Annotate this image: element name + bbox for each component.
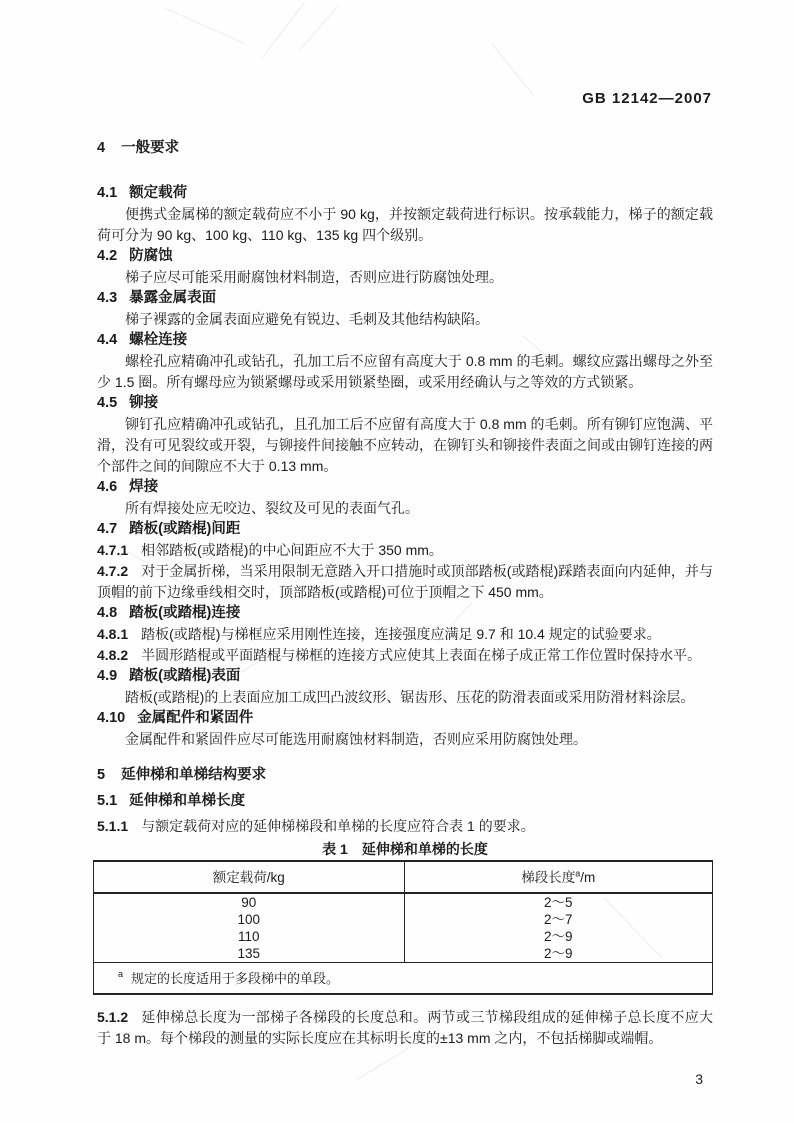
clause-text: 与额定载荷对应的延伸梯梯段和单梯的长度应符合表 1 的要求。 — [141, 818, 535, 834]
clause-4-8-1 — [97, 624, 713, 645]
paragraph-4-9: 踏板(或踏棍)的上表面应加工成凹凸波纹形、锯齿形、压花的防滑表面或采用防滑材料涂层。 — [125, 689, 695, 705]
cell-length: 2～5 — [543, 895, 573, 910]
paragraph-4-6: 所有焊接处应无咬边、裂纹及可见的表面气孔。 — [125, 500, 419, 516]
section-number: 4.3 — [97, 290, 118, 306]
table-row — [94, 928, 713, 945]
clause-number: 4.7.1 — [97, 542, 129, 558]
document-body — [97, 138, 713, 1090]
clause-text: 踏板(或踏棍)与梯框应采用刚性连接，连接强度应满足 9.7 和 10.4 规定的试验要求。 — [141, 626, 661, 642]
footnote-text: 规定的长度适用于多段梯中的单段。 — [131, 970, 340, 986]
table-header-row — [94, 861, 713, 893]
section-heading-4-1 — [97, 183, 713, 204]
table-row — [94, 945, 713, 963]
section-heading-4 — [97, 138, 713, 159]
clause-4-7-1 — [97, 540, 713, 561]
section-number: 4 — [97, 140, 106, 156]
page-number: 3 — [695, 1071, 703, 1087]
section-heading-5 — [97, 765, 713, 786]
paragraph-4-1: 便携式金属梯的额定载荷应不小于 90 kg，并按额定载荷进行标识。按承载能力，梯子的额定载荷可分为 90 kg、100 kg、110 kg、135 kg 四个级别。 — [97, 206, 713, 243]
paragraph-4-4: 螺栓孔应精确冲孔或钻孔，孔加工后不应留有高度大于 0.8 mm 的毛刺。螺纹应露出螺母之外至少 1.5 圈。所有螺母应为锁紧螺母或采用锁紧垫圈，或采用经确认与之等效的方式锁紧。 — [97, 353, 713, 390]
cell-length: 2～9 — [404, 945, 713, 963]
section-title: 延伸梯和单梯长度 — [129, 793, 246, 809]
section-title: 踏板(或踏棍)连接 — [129, 605, 241, 621]
clause-text: 半圆形踏棍或平面踏棍与梯框的连接方式应使其上表面在梯子成正常工作位置时保持水平。 — [141, 647, 702, 663]
table-footnote-row — [94, 963, 713, 995]
section-title: 防腐蚀 — [129, 248, 173, 264]
cell-load: 100 — [94, 911, 405, 928]
clause-number: 4.8.2 — [97, 647, 129, 663]
section-number: 4.10 — [97, 710, 126, 726]
section-title: 金属配件和紧固件 — [137, 710, 254, 726]
paragraph-4-3: 梯子裸露的金属表面应避免有锐边、毛刺及其他结构缺陷。 — [125, 311, 489, 327]
section-number: 4.1 — [97, 185, 118, 201]
footnote-marker: a — [575, 868, 581, 878]
section-heading-4-10 — [97, 708, 713, 729]
section-number: 4.9 — [97, 668, 118, 684]
section-number: 4.8 — [97, 605, 118, 621]
clause-number: 5.1.2 — [97, 1009, 129, 1025]
section-heading-4-3 — [97, 288, 713, 309]
section-heading-4-9 — [97, 666, 713, 687]
clause-5-1-1 — [97, 816, 713, 837]
column-header-length-unit: /m — [580, 869, 596, 885]
footnote-marker: a — [118, 969, 124, 980]
column-header-length-text: 梯段长度 — [521, 869, 576, 885]
cell-load: 135 — [94, 945, 405, 963]
section-title: 螺栓连接 — [129, 332, 188, 348]
clause-5-1-2 — [97, 1007, 713, 1049]
table-row — [94, 911, 713, 928]
table-caption-label: 表 1 — [322, 841, 348, 857]
clause-text: 延伸梯总长度为一部梯子各梯段的长度总和。两节或三节梯段组成的延伸梯子总长度不应大于 18 m。每个梯段的测量的实际长度应在其标明长度的±13 mm 之内，不包括梯脚或端帽。 — [97, 1009, 713, 1046]
section-number: 4.2 — [97, 248, 118, 264]
section-number: 4.7 — [97, 521, 118, 537]
paragraph-4-5: 铆钉孔应精确冲孔或钻孔，且孔加工后不应留有高度大于 0.8 mm 的毛刺。所有铆钉应饱满、平滑，没有可见裂纹或开裂，与铆接件间接触不应转动，在铆钉头和铆接件表面之间或由铆钉连接的两个部件之间的间隙应不大于 0.13 mm。 — [97, 416, 713, 474]
clause-4-8-2 — [97, 645, 713, 666]
section-heading-4-4 — [97, 330, 713, 351]
paragraph-4-10: 金属配件和紧固件应尽可能选用耐腐蚀材料制造，否则应采用防腐蚀处理。 — [125, 731, 587, 747]
section-title: 延伸梯和单梯结构要求 — [121, 767, 267, 783]
table-footnote — [94, 963, 713, 995]
section-number: 5.1 — [97, 793, 118, 809]
section-number: 4.5 — [97, 395, 118, 411]
section-title: 一般要求 — [121, 140, 180, 156]
section-title: 暴露金属表面 — [129, 290, 217, 306]
section-title: 额定载荷 — [129, 185, 188, 201]
table-caption-title: 延伸梯和单梯的长度 — [361, 841, 488, 857]
section-number: 4.4 — [97, 332, 118, 348]
cell-load: 90 — [94, 893, 405, 911]
doc-number-header: GB 12142—2007 — [582, 90, 712, 107]
section-title: 铆接 — [129, 395, 159, 411]
clause-number: 4.7.2 — [97, 563, 129, 579]
clause-4-7-2 — [97, 561, 713, 603]
section-heading-4-7 — [97, 519, 713, 540]
section-title: 踏板(或踏棍)表面 — [129, 668, 241, 684]
section-title: 焊接 — [129, 479, 159, 495]
section-title: 踏板(或踏棍)间距 — [129, 521, 241, 537]
clause-number: 5.1.1 — [97, 818, 129, 834]
cell-length: 2～9 — [543, 929, 573, 944]
section-heading-4-8 — [97, 603, 713, 624]
column-header-load: 额定载荷/kg — [94, 861, 405, 893]
section-number: 4.6 — [97, 479, 118, 495]
cell-length: 2～7 — [543, 912, 573, 927]
table-1 — [93, 860, 713, 995]
section-heading-4-2 — [97, 246, 713, 267]
section-heading-5-1 — [97, 791, 713, 812]
table-caption — [97, 839, 713, 860]
cell-load: 110 — [94, 928, 405, 945]
paragraph-4-2: 梯子应尽可能采用耐腐蚀材料制造，否则应进行防腐蚀处理。 — [125, 269, 503, 285]
table-row — [94, 893, 713, 911]
column-header-length — [404, 861, 713, 893]
clause-number: 4.8.1 — [97, 626, 129, 642]
clause-text: 相邻踏板(或踏棍)的中心间距应不大于 350 mm。 — [141, 542, 443, 558]
section-heading-4-6 — [97, 477, 713, 498]
section-number: 5 — [97, 767, 106, 783]
clause-text: 对于金属折梯，当采用限制无意踏入开口措施时或顶部踏板(或踏棍)踩踏表面向内延伸，并与顶帽的前下边缘垂线相交时，顶部踏板(或踏棍)可位于顶帽之下 450 mm。 — [97, 563, 713, 600]
section-heading-4-5 — [97, 393, 713, 414]
